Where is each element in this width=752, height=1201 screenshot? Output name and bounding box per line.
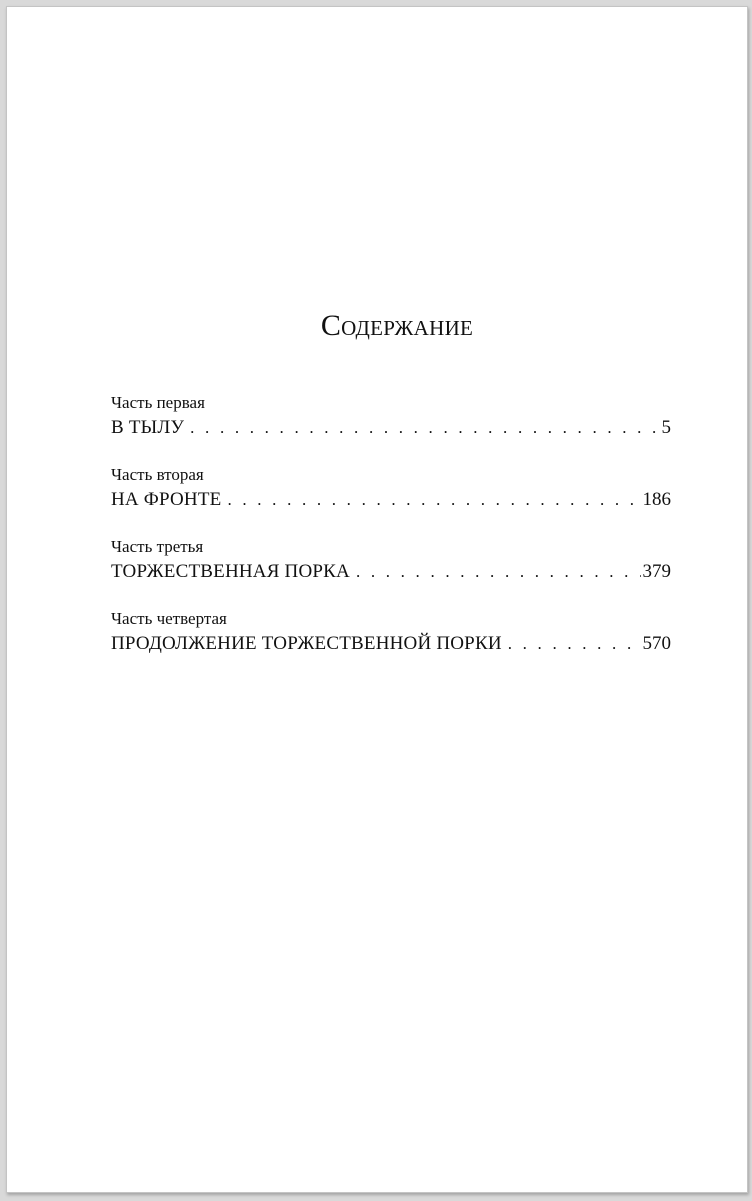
part-label: Часть первая — [111, 393, 205, 412]
dot-leader — [508, 631, 641, 657]
toc-line — [111, 631, 671, 657]
toc-line — [111, 415, 671, 441]
toc-entry — [111, 463, 671, 513]
entry-title: ПРОДОЛЖЕНИЕ ТОРЖЕСТВЕННОЙ ПОРКИ — [111, 633, 502, 654]
page-number: 186 — [642, 489, 671, 510]
dot-leader — [227, 487, 640, 513]
page-number: 5 — [661, 417, 671, 438]
dot-leader — [190, 415, 659, 441]
entry-title: В ТЫЛУ — [111, 417, 185, 438]
page-number: 570 — [642, 633, 671, 654]
part-label: Часть третья — [111, 537, 204, 556]
table-of-contents — [111, 391, 671, 679]
entry-title: ТОРЖЕСТВЕННАЯ ПОРКА — [111, 561, 350, 582]
part-label: Часть четвертая — [111, 609, 227, 628]
dot-leader — [356, 559, 641, 585]
book-page — [6, 6, 748, 1193]
toc-line — [111, 487, 671, 513]
toc-entry — [111, 535, 671, 585]
page-number: 379 — [642, 561, 671, 582]
contents-heading: Содержание — [320, 309, 474, 342]
part-label: Часть вторая — [111, 465, 204, 484]
entry-title: НА ФРОНТЕ — [111, 489, 222, 510]
toc-entry — [111, 391, 671, 441]
toc-line — [111, 559, 671, 585]
toc-entry — [111, 607, 671, 657]
